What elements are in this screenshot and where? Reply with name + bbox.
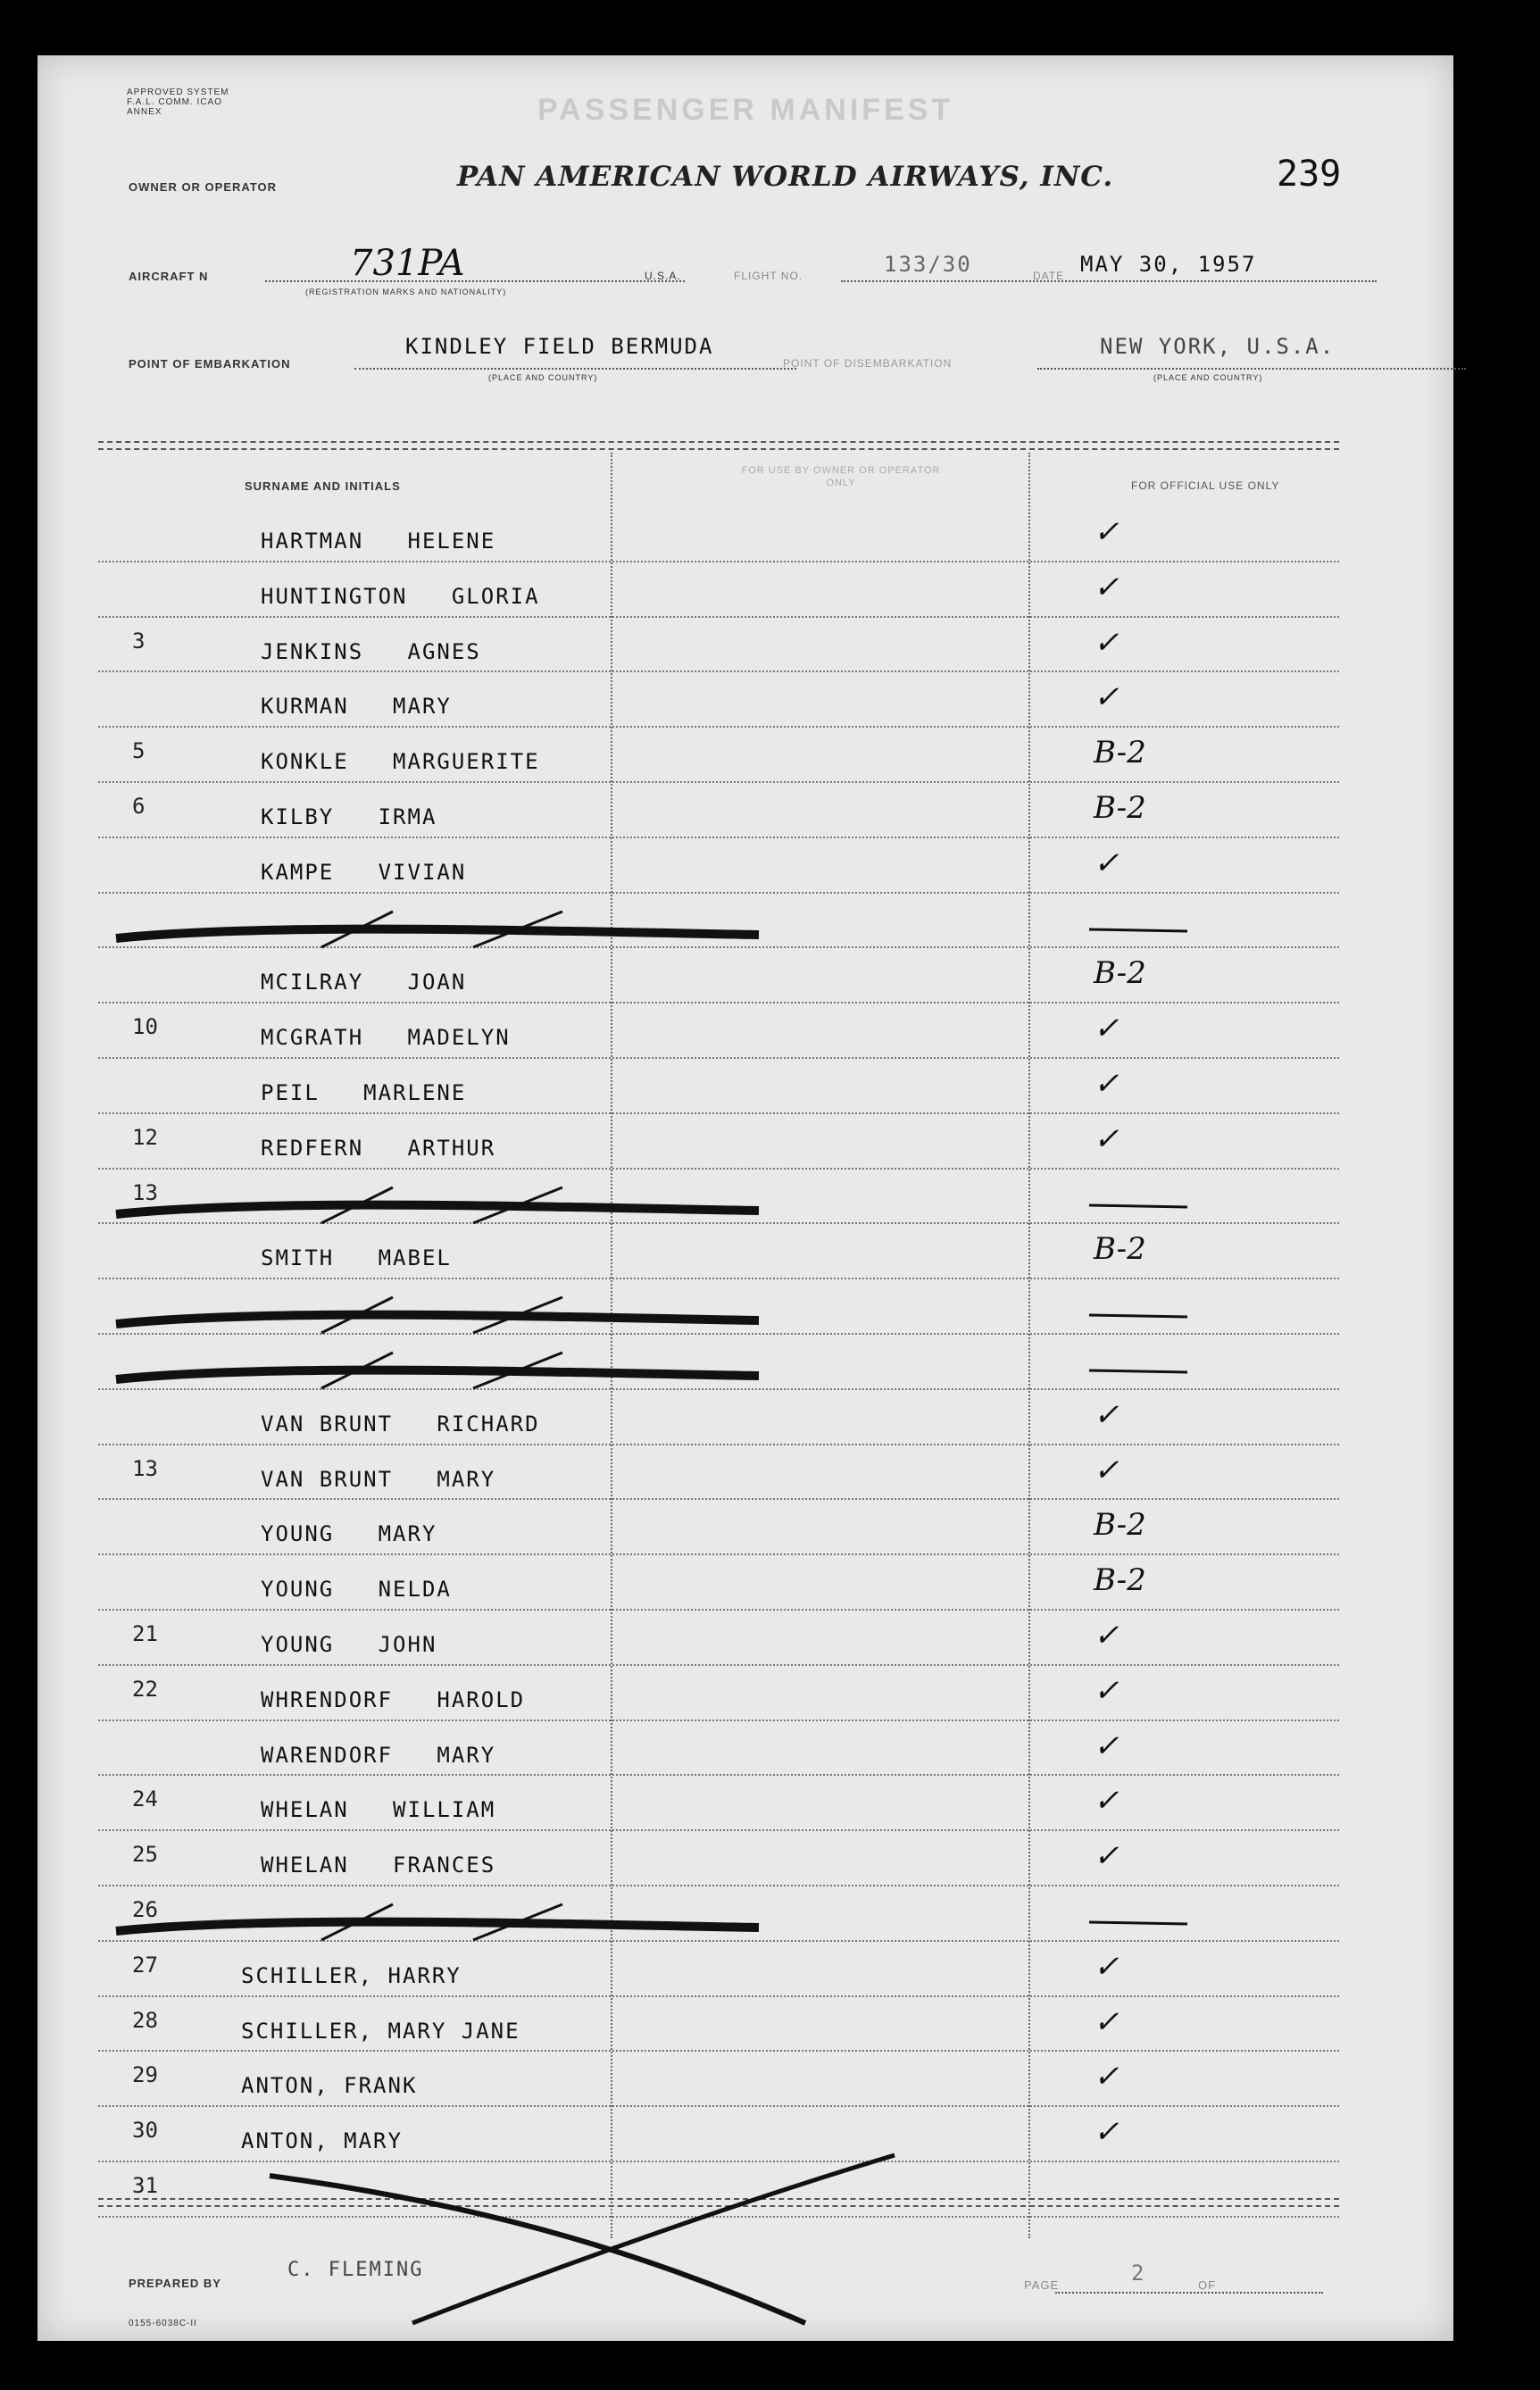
row-number: 28 bbox=[132, 2007, 158, 2033]
passenger-name: JENKINS AGNES bbox=[261, 638, 481, 664]
footer-line bbox=[1055, 2292, 1323, 2294]
row-number: 3 bbox=[132, 628, 146, 654]
row-number: 26 bbox=[132, 1897, 158, 1922]
official-mark: ✓ bbox=[1094, 2114, 1120, 2151]
passenger-name: WHELAN FRANCES bbox=[261, 1853, 496, 1878]
passenger-name: KONKLE MARGUERITE bbox=[261, 749, 540, 775]
passenger-name: YOUNG MARY bbox=[261, 1521, 437, 1547]
embark-value: KINDLEY FIELD BERMUDA bbox=[405, 334, 714, 359]
passenger-name: ANTON, FRANK bbox=[241, 2073, 418, 2099]
official-mark: ✓ bbox=[1094, 514, 1120, 550]
passenger-name: WHELAN WILLIAM bbox=[261, 1797, 496, 1823]
official-mark: ✓ bbox=[1094, 1838, 1120, 1875]
passenger-name: KURMAN MARY bbox=[261, 694, 452, 720]
passenger-name: SCHILLER, HARRY bbox=[241, 1962, 462, 1988]
passenger-name: WHRENDORF HAROLD bbox=[261, 1686, 526, 1712]
official-mark: B-2 bbox=[1094, 735, 1146, 771]
official-mark: ✓ bbox=[1094, 1672, 1120, 1709]
row-number: 10 bbox=[132, 1014, 158, 1040]
aircraft-label: AIRCRAFT N bbox=[129, 270, 209, 283]
row-number: 5 bbox=[132, 738, 146, 764]
official-mark: B-2 bbox=[1094, 1562, 1146, 1599]
passenger-name: ANTON, MARY bbox=[241, 2128, 403, 2154]
official-mark: ✓ bbox=[1094, 1120, 1120, 1157]
official-mark: B-2 bbox=[1094, 790, 1146, 826]
row-number: 25 bbox=[132, 1842, 158, 1868]
owner-value: PAN AMERICAN WORLD AIRWAYS, INC. bbox=[457, 161, 1114, 193]
row-number: 21 bbox=[132, 1621, 158, 1646]
aircraft-value: 731PA bbox=[350, 243, 465, 284]
form-title: PASSENGER MANIFEST bbox=[537, 93, 954, 127]
passenger-name: SCHILLER, MARY JANE bbox=[241, 2018, 520, 2044]
official-mark: ✓ bbox=[1094, 1011, 1120, 1047]
owner-label: OWNER OR OPERATOR bbox=[129, 180, 278, 194]
row-number: 31 bbox=[132, 2173, 158, 2198]
passenger-name: VAN BRUNT RICHARD bbox=[261, 1411, 540, 1436]
disembark-sublabel: (PLACE AND COUNTRY) bbox=[1153, 373, 1263, 382]
official-mark: ✓ bbox=[1094, 569, 1120, 605]
col-surname: SURNAME AND INITIALS bbox=[245, 479, 401, 493]
embark-label: POINT OF EMBARKATION bbox=[129, 357, 291, 371]
row-number: 27 bbox=[132, 1952, 158, 1978]
row-number: 30 bbox=[132, 2118, 158, 2144]
row-number: 29 bbox=[132, 2062, 158, 2088]
prepared-value: C. FLEMING bbox=[287, 2259, 424, 2281]
passenger-name: HARTMAN HELENE bbox=[261, 529, 496, 554]
row-number: 22 bbox=[132, 1676, 158, 1702]
disembark-value: NEW YORK, U.S.A. bbox=[1100, 334, 1336, 359]
embark-sublabel: (PLACE AND COUNTRY) bbox=[488, 373, 598, 382]
official-mark: ✓ bbox=[1094, 2059, 1120, 2095]
row-number: 24 bbox=[132, 1786, 158, 1812]
official-mark: ✓ bbox=[1094, 2003, 1120, 2040]
manifest-sheet bbox=[37, 55, 1453, 2341]
page-label: PAGE bbox=[1024, 2278, 1060, 2292]
passenger-name: YOUNG JOHN bbox=[261, 1632, 437, 1657]
official-mark: ✓ bbox=[1094, 1396, 1120, 1433]
passenger-name: HUNTINGTON GLORIA bbox=[261, 583, 540, 609]
official-mark: ✓ bbox=[1094, 1066, 1120, 1102]
flight-value: 133/30 bbox=[884, 252, 972, 277]
usa-label: U.S.A. bbox=[645, 270, 681, 282]
official-mark: ✓ bbox=[1094, 1728, 1120, 1764]
passenger-name: VAN BRUNT MARY bbox=[261, 1466, 496, 1492]
row-number: 12 bbox=[132, 1124, 158, 1150]
passenger-name: SMITH MABEL bbox=[261, 1245, 452, 1271]
form-code: 0155-6038C-II bbox=[129, 2319, 197, 2328]
official-mark: ✓ bbox=[1094, 679, 1120, 716]
passenger-name: KILBY IRMA bbox=[261, 804, 437, 829]
page-value: 2 bbox=[1131, 2261, 1146, 2286]
passenger-name: WARENDORF MARY bbox=[261, 1742, 496, 1768]
passenger-name: PEIL MARLENE bbox=[261, 1080, 467, 1105]
col-official-use: FOR OFFICIAL USE ONLY bbox=[1131, 479, 1280, 492]
official-mark: ✓ bbox=[1094, 1452, 1120, 1488]
passenger-name: REDFERN ARTHUR bbox=[261, 1135, 496, 1161]
page-number: 239 bbox=[1277, 154, 1342, 195]
official-mark: ✓ bbox=[1094, 624, 1120, 661]
passenger-name: YOUNG NELDA bbox=[261, 1577, 452, 1603]
official-mark: ✓ bbox=[1094, 1618, 1120, 1653]
row-number: 13 bbox=[132, 1455, 158, 1481]
passenger-name: MCILRAY JOAN bbox=[261, 970, 467, 995]
flight-label: FLIGHT NO. bbox=[734, 270, 803, 282]
official-mark: B-2 bbox=[1094, 1507, 1146, 1544]
date-label: DATE bbox=[1033, 270, 1065, 282]
passenger-name: KAMPE VIVIAN bbox=[261, 859, 467, 885]
aircraft-sublabel: (REGISTRATION MARKS AND NATIONALITY) bbox=[305, 287, 507, 296]
official-mark: B-2 bbox=[1094, 955, 1146, 992]
approval-stamp: APPROVED SYSTEM F.A.L. COMM. ICAO ANNEX bbox=[127, 87, 229, 117]
disembark-label: POINT OF DISEMBARKATION bbox=[783, 357, 953, 370]
prepared-label: PREPARED BY bbox=[129, 2277, 221, 2290]
cross-out-x bbox=[37, 55, 1453, 2341]
row-number: 13 bbox=[132, 1179, 158, 1205]
official-mark: ✓ bbox=[1094, 1948, 1120, 1985]
col-owner-use: FOR USE BY OWNER OR OPERATOR ONLY bbox=[741, 465, 941, 488]
date-value: MAY 30, 1957 bbox=[1080, 252, 1257, 277]
passenger-name: MCGRATH MADELYN bbox=[261, 1025, 511, 1051]
row-number: 6 bbox=[132, 794, 146, 819]
official-mark: ✓ bbox=[1094, 1783, 1120, 1820]
official-mark: B-2 bbox=[1094, 1231, 1146, 1268]
official-mark: ✓ bbox=[1094, 845, 1120, 881]
of-label: OF bbox=[1198, 2278, 1217, 2292]
